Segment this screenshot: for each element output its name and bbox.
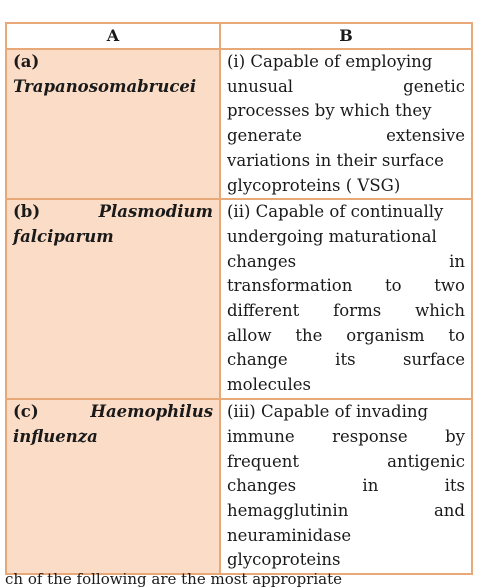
organism-cell (6, 199, 220, 399)
column-b-header: B (220, 23, 472, 49)
description-line: (iii) Capable of invading (227, 402, 429, 422)
description-line: change its surface (227, 350, 465, 370)
organism-name: falciparum (13, 226, 114, 246)
description-cell (220, 199, 472, 399)
description-line: different forms which (227, 301, 465, 321)
row-label: (a) (13, 52, 40, 71)
description-line: (i) Capable of employing (227, 52, 433, 71)
description-line: neuraminidase (227, 525, 352, 545)
organism-name: Haemophilus (90, 402, 213, 422)
description-line: variations in their surface (227, 150, 444, 170)
footer-text: ch of the following are the most appropriate (5, 570, 342, 588)
description-line: hemagglutinin and (227, 501, 465, 521)
description-line: (ii) Capable of continually (227, 202, 444, 222)
description-line: glycoproteins ( VSG) (227, 175, 401, 195)
table-row (6, 199, 472, 399)
header-row (6, 23, 472, 49)
table-row (6, 399, 472, 574)
description-line: glycoproteins (227, 550, 341, 570)
description-line: allow the organism to (227, 325, 465, 345)
row-label-line (13, 200, 213, 225)
description-line: undergoing maturational (227, 226, 437, 246)
description-line: processes by which they (227, 101, 432, 121)
organism-name: influenza (13, 426, 98, 446)
match-table (5, 22, 473, 575)
description-cell (220, 49, 472, 199)
organism-cell (6, 49, 220, 199)
row-label: (c) (13, 402, 39, 422)
organism-name: Trapanosomabrucei (13, 76, 197, 96)
description-line: generate extensive (227, 126, 465, 146)
description-line: frequent antigenic (227, 451, 465, 471)
table-row (6, 49, 472, 199)
row-label-line (13, 400, 213, 425)
description-cell (220, 399, 472, 574)
description-line: changes in (227, 251, 465, 271)
organism-name: Plasmodium (98, 202, 213, 222)
description-line: transformation to two (227, 276, 465, 296)
row-label: (b) (13, 202, 41, 222)
column-a-header: A (6, 23, 220, 49)
description-line: changes in its (227, 476, 465, 496)
description-line: immune response by (227, 426, 465, 446)
description-line: unusual genetic (227, 76, 465, 96)
organism-cell (6, 399, 220, 574)
description-line: molecules (227, 375, 311, 395)
